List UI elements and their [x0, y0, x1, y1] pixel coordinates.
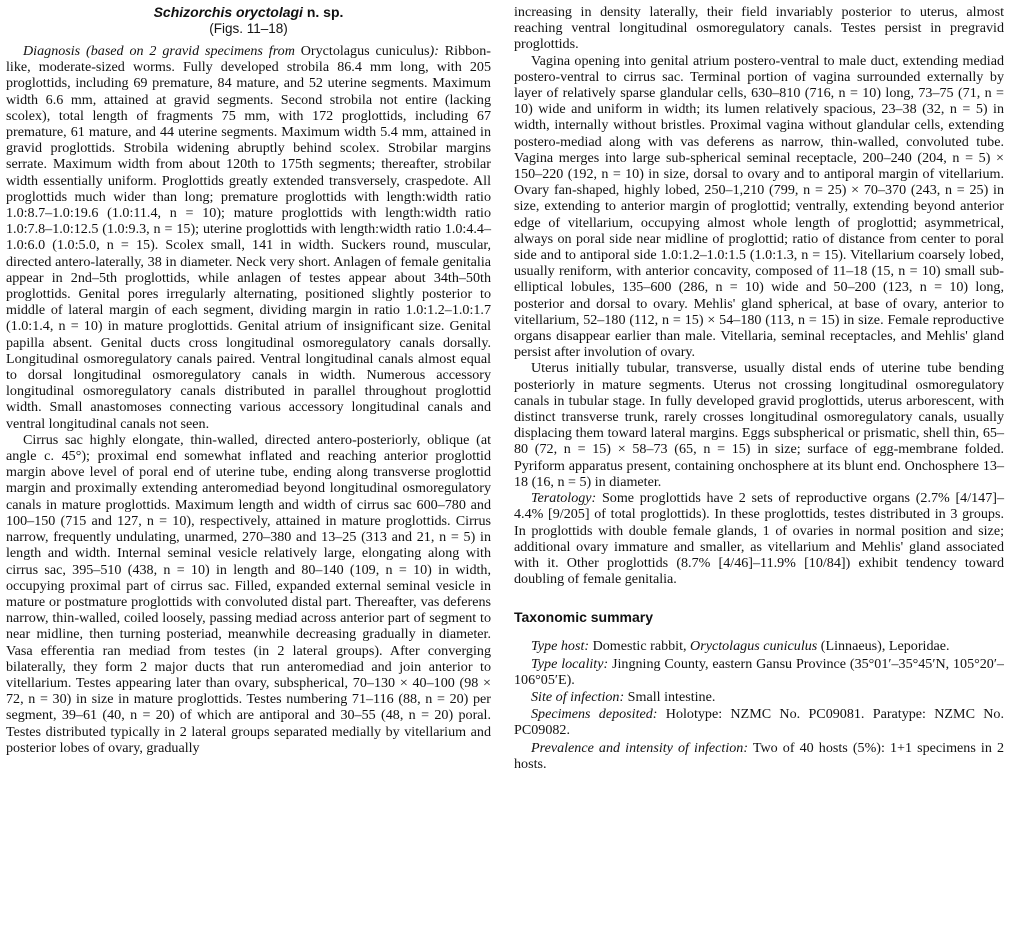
site-of-infection-entry	[514, 689, 1004, 705]
species-name: Schizorchis oryctolagi	[153, 4, 303, 20]
taxonomic-summary-heading: Taxonomic summary	[514, 609, 654, 626]
taxonomic-summary	[514, 638, 1004, 772]
document-page	[6, 4, 1008, 929]
type-locality-entry	[514, 656, 1004, 688]
testes-continuation-paragraph: increasing in density laterally, their field invariably posterior to uterus, almost reaching ventral longitudinal osmoregulatory canals. Testes persist in pregravid proglottids.	[514, 4, 1004, 53]
species-title	[6, 4, 491, 21]
prevalence-value: Two of 40 hosts (5%): 1+1 specimens in 2 hosts.	[514, 739, 1004, 772]
type-host-label: Type host:	[531, 638, 590, 655]
diagnosis-label-end: ):	[429, 43, 439, 59]
specimens-deposited-entry	[514, 706, 1004, 738]
type-host-value-a: Domestic rabbit,	[589, 638, 691, 655]
teratology-label: Teratology:	[531, 490, 597, 507]
figure-reference: (Figs. 11–18)	[209, 21, 288, 36]
diagnosis-paragraph	[6, 43, 491, 432]
species-header	[6, 4, 491, 37]
type-host-species: Oryctolagus cuniculus	[690, 638, 818, 655]
specimens-value: Holotype: NZMC No. PC09081. Paratype: NZMC No. PC09082.	[514, 706, 1005, 739]
type-host-entry	[514, 638, 1004, 654]
prevalence-label: Prevalence and intensity of infection:	[531, 739, 749, 756]
diagnosis-body: Ribbon-like, moderate-sized worms. Fully developed strobila 86.4 mm long, with 205 proglottids, including 69 premature, 84 mature, and 52 uterine segments. Maximum width 6.6 mm, attained at gravid segments. Second strobila not entire (lacking scolex), total length of fragments 75 mm, with 172 proglottids, including 67 premature, 61 mature, and 44 uterine segments. Maximum width 5.4 mm, attained in gravid proglottids. Strobila widening abruptly behind scolex. Strobilar margins serrate. Maximum width from about 120th to 175th segments; thereafter, strobilar width essentially uniform. Proglottids greatly extended transversely, craspedote. All proglottids much wider than long; premature proglottids with length:width ratio 1.0:8.7–1.0:19.6 (1.0:11.4, n = 10); mature proglottids with length:width ratio 1.0:7.8–1.0:12.5 (1.0:9.3, n = 15); uterine proglottids with length:width ratio 1.0:4.4–1.0:6.0 (1.0:5.0, n = 15). Scolex small, 141 in width. Suckers round, muscular, directed antero-laterally, 38 in diameter. Neck very short. Anlagen of female genitalia appear in 2nd–5th proglottids, while anlagen of testes appear about 34th–50th proglottids. Genital pores irregularly alternating, positioned slightly posterior to middle of lateral margin of each segment, dividing margin in ratio 1.0:1.2–1.0:1.7 (1.0:1.4, n = 10) in mature proglottids. Genital atrium of insignificant size. Genital papilla absent. Genital ducts cross longitudinal osmoregulatory canals dorsally. Longitudinal osmoregulatory canals paired. Ventral longitudinal canals almost equal to dorsal longitudinal osmoregulatory canals in width. Numerous accessory longitudinal osmoregulatory canals distributed in parallel throughout proglottid width. Small anastomoses connecting various accessory longitudinal canals and ventral longitudinal canals not seen.	[6, 43, 491, 432]
uterus-paragraph: Uterus initially tubular, transverse, usually distal ends of uterine tube bending posteriorly in mature segments. Uterus not crossing longitudinal osmoregulatory canals in tubular stage. In fully developed gravid proglottids, uterus arborescent, with distinct transverse trunk, rarely crosses longitudinal osmoregulatory canals, usually displacing them toward lateral margins. Eggs subspherical or prismatic, shell thin, 65–80 (72, n = 15) × 58–73 (65, n = 15) in size; surface of egg-membrane folded. Pyriform apparatus present, containing onchosphere at its blunt end. Onchosphere 13–18 (16, n = 5) in diameter.	[514, 360, 1004, 490]
vagina-paragraph: Vagina opening into genital atrium postero-ventral to male duct, extending mediad postero-ventral to cirrus sac. Terminal portion of vagina surrounded externally by layer of relatively sparse glandular cells, 630–810 (716, n = 10) long, 73–75 (71, n = 10) wide and uniform in width; its lumen relatively spacious, 23–38 (32, n = 5) in width, internally without bristles. Proximal vagina without glandular cells, extending postero-mediad along with vas deferens as narrow, thin-walled, convoluted tube. Vagina merges into large sub-spherical seminal receptacle, 200–240 (204, n = 5) × 150–220 (192, n = 10) in size, dorsal to ovary and to antiporal margin of vitellarium. Ovary fan-shaped, highly lobed, 250–1,210 (799, n = 25) × 70–370 (243, n = 25) in size, extending to anterior margin of proglottid; ventrally, extending beyond anterior edge of vitellarium, occupying almost whole length of proglottid; asymmetrical, always on poral side near midline of proglottid; ratio of distance from center to poral side and to antiporal side 1.0:1.2–1.0:1.5 (1.0:1.3, n = 15). Vitellarium coarsely lobed, usually reniform, with anterior concavity, composed of 11–18 (15, n = 10) small sub-elliptical lobules, 135–600 (286, n = 10) wide and 50–200 (123, n = 10) long, posterior and dorsal to ovary. Mehlis' gland spherical, at base of ovary, anterior to vitellarium, 52–180 (112, n = 15) × 54–180 (113, n = 15) in size. Female reproductive organs disappear earlier than male. Vitellaria, seminal receptacles, and Mehlis' gland persist after involution of ovary.	[514, 52, 1004, 361]
type-locality-label: Type locality:	[531, 655, 609, 672]
diagnosis-host: Oryctolagus cuniculus	[300, 43, 430, 59]
right-column	[514, 4, 1004, 773]
specimens-label: Specimens deposited:	[531, 706, 658, 723]
prevalence-entry	[514, 740, 1004, 772]
teratology-body: Some proglottids have 2 sets of reproductive organs (2.7% [4/147]–4.4% [9/205] of total proglottids). In these proglottids, testes distributed in 3 groups. In proglottids with double female glands, 1 of ovaries in normal position and size; additional ovary immature and smaller, as vitellarium and Mehlis' gland associated with it. Other proglottids (8.7% [4/46]–11.9% [10/84]) exhibit tendency toward doubling of female genitalia.	[514, 490, 1004, 588]
left-column	[6, 4, 491, 756]
novelty-label: n. sp.	[302, 4, 344, 20]
site-label: Site of infection:	[531, 688, 625, 705]
site-value: Small intestine.	[624, 688, 716, 705]
cirrus-paragraph: Cirrus sac highly elongate, thin-walled, directed antero-posteriorly, oblique (at angle c. 45°); proximal end somewhat inflated and reaching anterior proglottid margin above level of poral end of uterine tube, ending along transverse proglottid margin and proximally extending anteromediad beyond longitudinal osmoregulatory canals in mature proglottids. Maximum length and width of cirrus sac 600–780 and 100–150 (715 and 127, n = 10), respectively, attained in mature proglottids. Cirrus narrow, frequently undulating, unarmed, 270–380 and 13–25 (313 and 21, n = 5) in length and width. Internal seminal vesicle relatively large, elongating along with cirrus sac, 395–510 (438, n = 10) in length and 80–140 (109, n = 10) in width, occupying proximal part of cirrus sac. Filled, expanded external seminal vesicle in mature or postmature proglottids with convoluted distal part. Thereafter, vas deferens narrow, thin-walled, coiled loosely, passing mediad across anterior part of segment to near midline, then turning posteriad, meanwhile decreasing gradually in diameter. Vasa efferentia ran mediad from testes (in 2 lateral groups). After converging bilaterally, they form 2 major ducts that run anteromediad and join anterior to vitellarium. Testes appearing later than ovary, subspherical, 70–130 × 40–100 (98 × 72, n = 30) in size in mature proglottids. Testes numbering 71–116 (88, n = 20) per segment, 39–61 (40, n = 20) of which are antiporal and 30–55 (48, n = 20) poral. Testes distributed typically in 2 lateral groups separated medially by vitellarium and posterior lobes of ovary, gradually	[6, 431, 491, 756]
type-locality-value: Jingning County, eastern Gansu Province (35°01′–35°45′N, 105°20′–106°05′E).	[514, 655, 1004, 688]
diagnosis-label: Diagnosis (based on 2 gravid specimens from	[23, 43, 301, 59]
type-host-value-b: (Linnaeus), Leporidae.	[817, 638, 950, 655]
teratology-paragraph	[514, 490, 1004, 587]
